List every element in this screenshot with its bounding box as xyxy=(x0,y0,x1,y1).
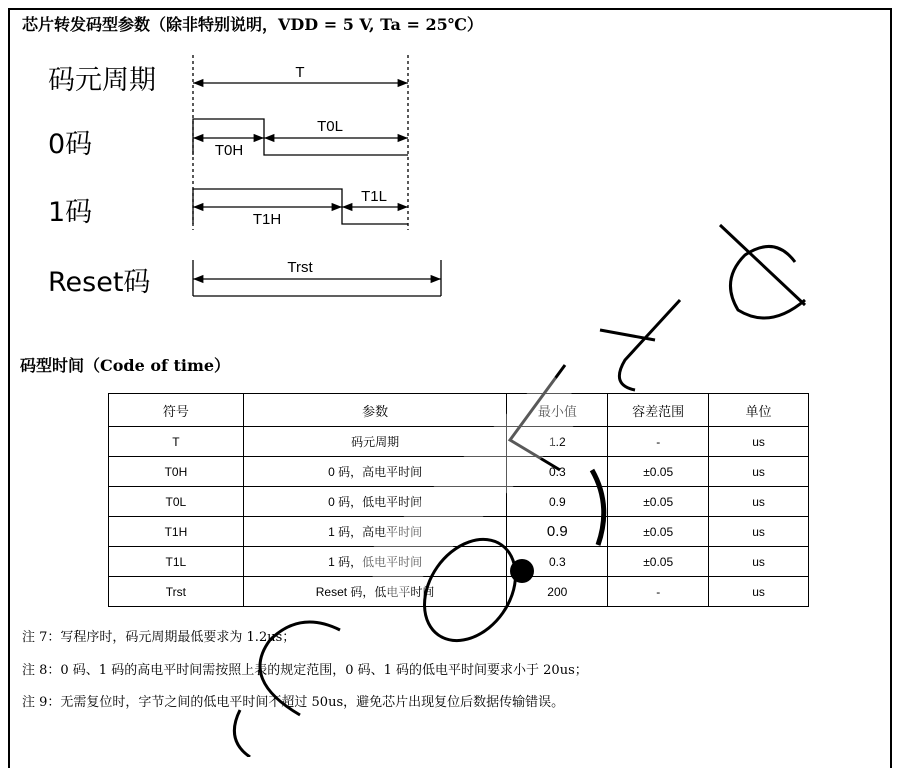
table-row xyxy=(109,487,809,517)
cell-min: 0.9 xyxy=(507,517,608,547)
mark-T0H: T0H xyxy=(214,142,244,159)
header-symbol: 符号 xyxy=(109,394,244,427)
cell-unit: us xyxy=(709,577,809,607)
cell-tolerance: ±0.05 xyxy=(608,487,709,517)
note-8: 注 8：0 码、1 码的高电平时间需按照上表的规定范围，0 码、1 码的低电平时间要求小于 20us； xyxy=(22,663,588,678)
header-min: 最小值 xyxy=(507,394,608,427)
cell-unit: us xyxy=(709,547,809,577)
cell-min: 0.3 xyxy=(507,457,608,487)
row-label-period: 码元周期 xyxy=(48,65,156,96)
cell-min: 1.2 xyxy=(507,427,608,457)
row-label-code0: 0码 xyxy=(48,129,93,160)
code-time-table xyxy=(108,393,809,607)
cell-parameter: Reset 码，低电平时间 xyxy=(243,577,507,607)
cell-parameter: 码元周期 xyxy=(243,427,507,457)
cell-tolerance: - xyxy=(608,577,709,607)
cell-min: 200 xyxy=(507,577,608,607)
mark-T: T xyxy=(295,64,305,81)
row-label-code1: 1码 xyxy=(48,197,93,228)
row-label-reset: Reset码 xyxy=(48,267,151,298)
cell-symbol: T1L xyxy=(109,547,244,577)
cell-unit: us xyxy=(709,457,809,487)
table-row xyxy=(109,547,809,577)
table-row xyxy=(109,427,809,457)
section-title-waveform: 芯片转发码型参数（除非特别说明，VDD = 5 V, Ta = 25℃） xyxy=(22,15,483,34)
note-7: 注 7：写程序时，码元周期最低要求为 1.2us； xyxy=(22,630,296,645)
table-row xyxy=(109,517,809,547)
header-tolerance: 容差范围 xyxy=(608,394,709,427)
note-9: 注 9：无需复位时，字节之间的低电平时间不超过 50us，避免芯片出现复位后数据传输错误。 xyxy=(22,695,565,710)
timing-diagram xyxy=(0,0,900,340)
cell-symbol: T0H xyxy=(109,457,244,487)
cell-unit: us xyxy=(709,487,809,517)
cell-parameter: 1 码，高电平时间 xyxy=(243,517,507,547)
cell-symbol: T1H xyxy=(109,517,244,547)
header-unit: 单位 xyxy=(709,394,809,427)
cell-parameter: 1 码，低电平时间 xyxy=(243,547,507,577)
mark-T1L: T1L xyxy=(361,188,387,205)
mark-T0L: T0L xyxy=(317,118,343,135)
cell-tolerance: ±0.05 xyxy=(608,457,709,487)
cell-unit: us xyxy=(709,517,809,547)
cell-unit: us xyxy=(709,427,809,457)
mark-T1H: T1H xyxy=(252,211,282,228)
cell-min: 0.3 xyxy=(507,547,608,577)
cell-parameter: 0 码，低电平时间 xyxy=(243,487,507,517)
section-title-code-time: 码型时间（Code of time） xyxy=(20,356,231,375)
cell-symbol: Trst xyxy=(109,577,244,607)
cell-tolerance: ±0.05 xyxy=(608,517,709,547)
table-row xyxy=(109,577,809,607)
header-parameter: 参数 xyxy=(243,394,507,427)
cell-parameter: 0 码，高电平时间 xyxy=(243,457,507,487)
cell-symbol: T xyxy=(109,427,244,457)
cell-symbol: T0L xyxy=(109,487,244,517)
table-row xyxy=(109,457,809,487)
cell-min: 0.9 xyxy=(507,487,608,517)
cell-tolerance: ±0.05 xyxy=(608,547,709,577)
mark-Trst: Trst xyxy=(287,259,313,276)
table-header-row xyxy=(109,394,809,427)
cell-tolerance: - xyxy=(608,427,709,457)
